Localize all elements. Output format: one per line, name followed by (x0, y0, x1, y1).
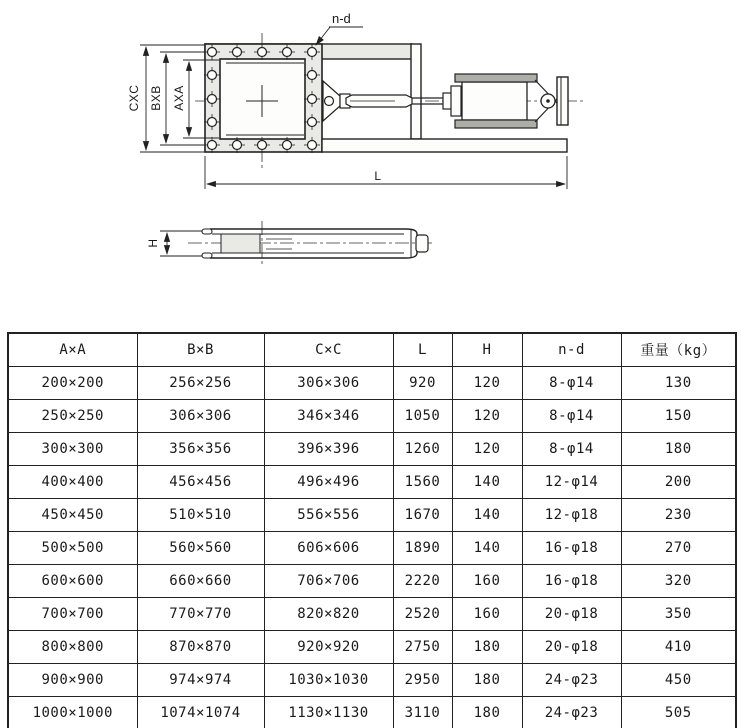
table-row (8, 433, 736, 466)
table-cell: 1890 (393, 532, 452, 565)
frame-bottom-rail (322, 139, 567, 152)
table-cell: 900×900 (8, 664, 137, 697)
table-cell: 180 (452, 631, 522, 664)
table-cell: 600×600 (8, 565, 137, 598)
table-row (8, 697, 736, 728)
table-row (8, 466, 736, 499)
table-cell: 250×250 (8, 400, 137, 433)
table-cell: 606×606 (264, 532, 393, 565)
table-cell: 300×300 (8, 433, 137, 466)
column-header: 重量（kg） (621, 333, 736, 367)
table-cell: 150 (621, 400, 736, 433)
table-cell: 270 (621, 532, 736, 565)
front-view (195, 33, 583, 170)
table-cell: 505 (621, 697, 736, 728)
table-cell: 1130×1130 (264, 697, 393, 728)
table-cell: 180 (452, 664, 522, 697)
table-cell: 24-φ23 (522, 664, 621, 697)
table-cell: 200 (621, 466, 736, 499)
table-cell: 12-φ14 (522, 466, 621, 499)
table-cell: 456×456 (137, 466, 264, 499)
table-cell: 140 (452, 466, 522, 499)
table-cell: 920 (393, 367, 452, 400)
table-cell: 400×400 (8, 466, 137, 499)
gate-valve-drawing (0, 0, 741, 330)
table-cell: 820×820 (264, 598, 393, 631)
table-cell: 1000×1000 (8, 697, 137, 728)
table-cell: 12-φ18 (522, 499, 621, 532)
table-cell: 1074×1074 (137, 697, 264, 728)
table-cell: 16-φ18 (522, 532, 621, 565)
bearing-end (535, 77, 568, 125)
table-cell: 356×356 (137, 433, 264, 466)
table-cell: 120 (452, 367, 522, 400)
side-flange-section (221, 234, 260, 253)
table-cell: 346×346 (264, 400, 393, 433)
side-view (188, 221, 434, 267)
table-cell: 510×510 (137, 499, 264, 532)
column-header: n-d (522, 333, 621, 367)
table-cell: 1560 (393, 466, 452, 499)
column-header: A×A (8, 333, 137, 367)
table-cell: 320 (621, 565, 736, 598)
table-cell: 1260 (393, 433, 452, 466)
table-row (8, 400, 736, 433)
column-header: L (393, 333, 452, 367)
table-row (8, 631, 736, 664)
side-flange-stub-top (202, 229, 212, 234)
table-cell: 660×660 (137, 565, 264, 598)
table-cell: 800×800 (8, 631, 137, 664)
table-cell: 2750 (393, 631, 452, 664)
table-cell: 16-φ18 (522, 565, 621, 598)
table-cell: 180 (621, 433, 736, 466)
table-cell: 230 (621, 499, 736, 532)
table-cell: 20-φ18 (522, 631, 621, 664)
side-flange-stub-bottom (202, 253, 212, 258)
table-cell: 1670 (393, 499, 452, 532)
table-cell: 870×870 (137, 631, 264, 664)
spec-table (7, 332, 737, 728)
table-cell: 160 (452, 565, 522, 598)
spec-table-body (8, 367, 736, 728)
table-cell: 140 (452, 499, 522, 532)
table-cell: 8-φ14 (522, 400, 621, 433)
table-cell: 496×496 (264, 466, 393, 499)
table-cell: 200×200 (8, 367, 137, 400)
dim-label-h: H (146, 238, 160, 248)
table-cell: 3110 (393, 697, 452, 728)
frame-cross-member (411, 44, 421, 139)
table-cell: 450 (621, 664, 736, 697)
stem-assembly (323, 81, 461, 121)
table-cell: 500×500 (8, 532, 137, 565)
table-row (8, 598, 736, 631)
dim-label-cxc: CXC (127, 84, 141, 112)
table-cell: 120 (452, 400, 522, 433)
dim-label-l: L (374, 169, 382, 183)
spec-table-header-row (8, 333, 736, 367)
table-row (8, 367, 736, 400)
table-cell: 8-φ14 (522, 433, 621, 466)
table-cell: 700×700 (8, 598, 137, 631)
table-cell: 396×396 (264, 433, 393, 466)
table-row (8, 499, 736, 532)
table-cell: 770×770 (137, 598, 264, 631)
table-row (8, 664, 736, 697)
dim-label-bxb: BXB (149, 85, 163, 111)
table-cell: 140 (452, 532, 522, 565)
table-cell: 410 (621, 631, 736, 664)
table-cell: 1030×1030 (264, 664, 393, 697)
table-cell: 160 (452, 598, 522, 631)
table-cell: 556×556 (264, 499, 393, 532)
table-cell: 2520 (393, 598, 452, 631)
table-cell: 256×256 (137, 367, 264, 400)
table-cell: 120 (452, 433, 522, 466)
actuator-cylinder (455, 74, 537, 128)
table-cell: 306×306 (264, 367, 393, 400)
table-cell: 180 (452, 697, 522, 728)
table-cell: 20-φ18 (522, 598, 621, 631)
column-header: B×B (137, 333, 264, 367)
table-cell: 2220 (393, 565, 452, 598)
dim-label-nd: n-d (332, 11, 351, 26)
dim-label-axa: AXA (172, 85, 186, 111)
table-cell: 306×306 (137, 400, 264, 433)
column-header: H (452, 333, 522, 367)
table-cell: 974×974 (137, 664, 264, 697)
side-end-nut (416, 235, 428, 252)
table-row (8, 565, 736, 598)
table-cell: 706×706 (264, 565, 393, 598)
column-header: C×C (264, 333, 393, 367)
table-row (8, 532, 736, 565)
table-cell: 2950 (393, 664, 452, 697)
table-cell: 1050 (393, 400, 452, 433)
table-cell: 560×560 (137, 532, 264, 565)
table-cell: 450×450 (8, 499, 137, 532)
table-cell: 8-φ14 (522, 367, 621, 400)
table-cell: 350 (621, 598, 736, 631)
table-cell: 130 (621, 367, 736, 400)
table-cell: 920×920 (264, 631, 393, 664)
table-cell: 24-φ23 (522, 697, 621, 728)
